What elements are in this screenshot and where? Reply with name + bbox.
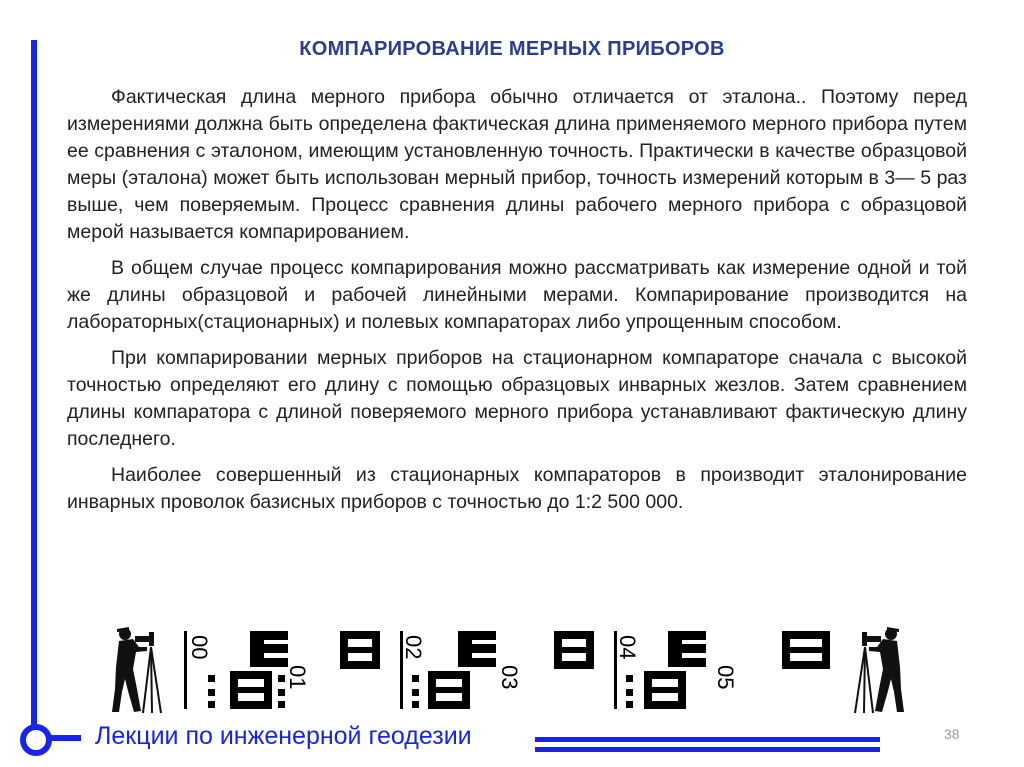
paragraph-2: В общем случае процесс компарирования можно рассматривать как измерение одной и той же длины образцовой и рабочей линейными мерами. Компарирование производится на лабораторных(стационарных) и полевых компараторах либо упрощенным способом. <box>67 257 967 333</box>
measuring-tape-illustration <box>178 627 838 712</box>
tape-label-05: 05 <box>713 665 738 690</box>
slide-body <box>67 84 967 525</box>
tape-label-00: 00 <box>187 635 212 660</box>
surveyor-with-theodolite-icon <box>103 617 178 717</box>
footer-divider-top <box>535 737 880 742</box>
surveyor-with-theodolite-icon <box>838 617 913 717</box>
tape-major-tick <box>184 631 187 709</box>
tape-label-03: 03 <box>497 665 522 690</box>
footer-divider-bottom <box>535 747 880 752</box>
page-number: 38 <box>944 726 960 742</box>
tape-label-04: 04 <box>615 635 640 660</box>
footer-course-title: Лекции по инженерной геодезии <box>95 722 472 750</box>
paragraph-4: Наиболее совершенный из стационарных компараторов в производит эталонирование инварных проволок базисных приборов с точностью до 1:2 500 000. <box>67 464 967 513</box>
slide-title: КОМПАРИРОВАНИЕ МЕРНЫХ ПРИБОРОВ <box>299 38 725 60</box>
frame-circle-ornament <box>20 724 52 756</box>
paragraph-1: Фактическая длина мерного прибора обычно отличается от эталона.. Поэтому перед измерениями должна быть определена фактическая длина применяемого мерного прибора путем ее сравнения с эталоном, имеющим установленную точность. Практически в качестве образцовой меры (эталона) может быть использован мерный прибор, точность измерений которым в 3— 5 раз выше, чем поверяемым. Процесс сравнения длины рабочего мерного прибора с образцовой мерой называется компарированием. <box>67 86 967 243</box>
frame-vertical-line <box>31 40 37 738</box>
tape-label-02: 02 <box>401 635 426 660</box>
tape-label-01: 01 <box>285 665 310 690</box>
paragraph-3: При компарировании мерных приборов на стационарном компараторе сначала с высокой точностью определяют его длину с помощью образцовых инварных жезлов. Затем сравнением длины компаратора с длиной поверяемого мерного прибора устанавливают фактическую длину последнего. <box>67 347 967 450</box>
